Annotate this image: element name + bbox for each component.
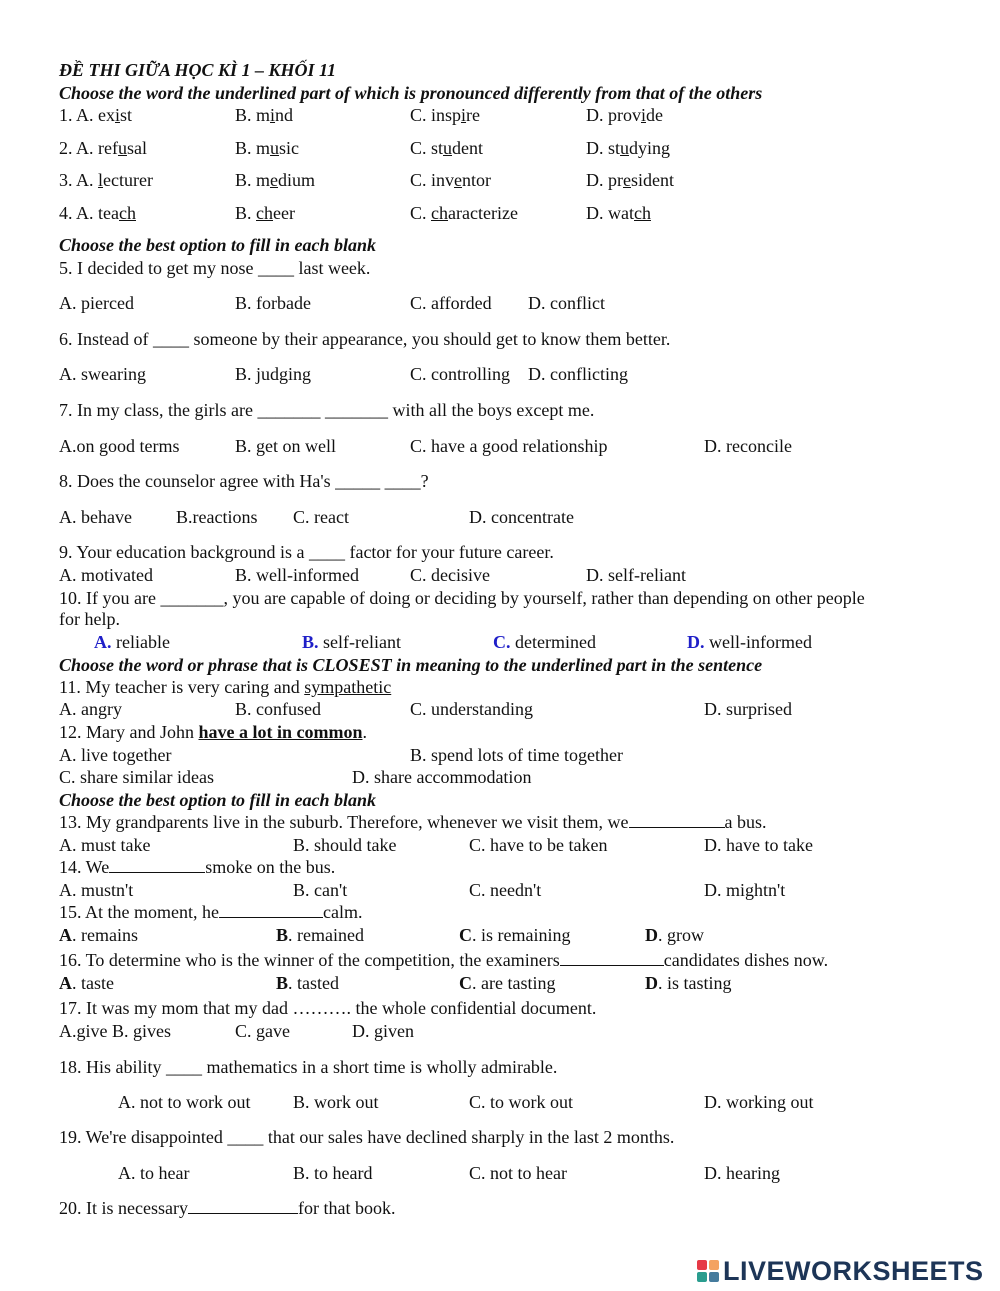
q10-letter-b: B. [302,632,319,652]
q13-option-c[interactable]: C. have to be taken [469,835,608,855]
q16-option-d[interactable]: D. is tasting [645,973,732,993]
q11-option-c[interactable]: C. understanding [410,699,533,719]
q5-option-a[interactable]: A. pierced [59,293,134,313]
q12-option-a[interactable]: A. live together [59,745,172,765]
q13-option-d[interactable]: D. have to take [704,835,813,855]
q10-option-b[interactable]: B. self-reliant [302,632,401,652]
q17-question: 17. It was my mom that my dad ………. the whole confidential document. [59,998,597,1018]
q19-option-b[interactable]: B. to heard [293,1163,373,1183]
q8-option-c[interactable]: C. react [293,507,349,527]
q8-option-a[interactable]: A. behave [59,507,132,527]
section-heading-pronunciation: Choose the word the underlined part of which is pronounced differently from that of the others [59,83,763,103]
q20-question: 20. It is necessary for that book. [59,1198,396,1218]
q12-underlined-phrase: have a lot in common [198,722,363,742]
q15-option-c[interactable]: C. is remaining [459,925,571,945]
q13-blank[interactable] [629,812,725,828]
q6-option-c[interactable]: C. controlling [410,364,510,384]
q10-question-cont: for help. [59,609,120,629]
q6-option-b[interactable]: B. judging [235,364,312,384]
q18-question: 18. His ability ____ mathematics in a short time is wholly admirable. [59,1057,558,1077]
liveworksheets-logo[interactable] [697,1256,984,1286]
q10-letter-c: C. [493,632,511,652]
q9-option-d[interactable]: D. self-reliant [586,565,686,585]
q12-option-c[interactable]: C. share similar ideas [59,767,214,787]
liveworksheets-logo-icon [697,1260,719,1282]
q6-question: 6. Instead of ____ someone by their appearance, you should get to know them better. [59,329,671,349]
q7-question: 7. In my class, the girls are _______ _______ with all the boys except me. [59,400,595,420]
q13-option-b[interactable]: B. should take [293,835,397,855]
q10-question: 10. If you are _______, you are capable of doing or deciding by yourself, rather than depending on other people [59,588,865,608]
q17-option-c[interactable]: C. gave [235,1021,290,1041]
q10-option-a[interactable]: A. reliable [94,632,170,652]
section-heading-fill-blank: Choose the best option to fill in each blank [59,235,377,255]
section-heading-closest-meaning: Choose the word or phrase that is CLOSEST in meaning to the underlined part in the sentence [59,655,763,675]
q1-option-b[interactable]: B. mind [235,105,294,125]
q14-option-b[interactable]: B. can't [293,880,348,900]
section-heading-fill-blank-2: Choose the best option to fill in each blank [59,790,377,810]
q2-option-a[interactable]: 2. A. refusal [59,138,147,158]
q3-option-c[interactable]: C. inventor [410,170,492,190]
q10-letter-a: A. [94,632,112,652]
q16-option-c[interactable]: C. are tasting [459,973,556,993]
q8-option-b[interactable]: B.reactions [176,507,258,527]
q16-option-b[interactable]: B. tasted [276,973,340,993]
q19-option-d[interactable]: D. hearing [704,1163,780,1183]
liveworksheets-logo-text: LIVEWORKSHEETS [723,1255,984,1286]
q3-option-d[interactable]: D. president [586,170,674,190]
q1-option-d[interactable]: D. provide [586,105,664,125]
q16-blank[interactable] [560,950,664,966]
q1-option-c[interactable]: C. inspire [410,105,481,125]
q4-option-a[interactable]: 4. A. teach [59,203,136,223]
q9-option-a[interactable]: A. motivated [59,565,153,585]
q3-option-a[interactable]: 3. A. lecturer [59,170,153,190]
q13-option-a[interactable]: A. must take [59,835,151,855]
q16-option-a[interactable]: A. taste [59,973,114,993]
q13-question: 13. My grandparents live in the suburb. Therefore, whenever we visit them, we a bus. [59,812,767,832]
q6-option-d[interactable]: D. conflicting [528,364,628,384]
q17-option-ab[interactable]: A.give B. gives [59,1021,171,1041]
q5-question: 5. I decided to get my nose ____ last week. [59,258,371,278]
q4-option-b[interactable]: B. cheer [235,203,295,223]
q10-option-c[interactable]: C. determined [493,632,596,652]
q7-option-b[interactable]: B. get on well [235,436,336,456]
q14-option-a[interactable]: A. mustn't [59,880,134,900]
q10-option-d[interactable]: D. well-informed [687,632,812,652]
q9-option-c[interactable]: C. decisive [410,565,490,585]
q15-question: 15. At the moment, he calm. [59,902,363,922]
q18-option-c[interactable]: C. to work out [469,1092,574,1112]
q20-blank[interactable] [188,1198,298,1214]
q8-option-d[interactable]: D. concentrate [469,507,574,527]
q5-option-d[interactable]: D. conflict [528,293,605,313]
q8-question: 8. Does the counselor agree with Ha's _____ ____? [59,471,429,491]
q18-option-b[interactable]: B. work out [293,1092,379,1112]
q12-question: 12. Mary and John have a lot in common. [59,722,367,742]
q18-option-d[interactable]: D. working out [704,1092,814,1112]
q7-option-a[interactable]: A.on good terms [59,436,180,456]
q15-option-b[interactable]: B. remained [276,925,364,945]
q5-option-c[interactable]: C. afforded [410,293,492,313]
q11-option-a[interactable]: A. angry [59,699,122,719]
q11-option-b[interactable]: B. confused [235,699,321,719]
q10-letter-d: D. [687,632,705,652]
q15-blank[interactable] [219,902,323,918]
q3-option-b[interactable]: B. medium [235,170,316,190]
page-title: ĐỀ THI GIỮA HỌC KÌ 1 – KHỐI 11 [59,60,337,80]
q7-option-d[interactable]: D. reconcile [704,436,792,456]
q19-option-c[interactable]: C. not to hear [469,1163,567,1183]
q11-question: 11. My teacher is very caring and sympathetic [59,677,392,697]
q14-option-c[interactable]: C. needn't [469,880,542,900]
q2-option-c[interactable]: C. student [410,138,484,158]
q17-option-d[interactable]: D. given [352,1021,414,1041]
q11-underlined-word: sympathetic [304,677,392,697]
q5-option-b[interactable]: B. forbade [235,293,311,313]
q16-question: 16. To determine who is the winner of the competition, the examiners candidates dishes now. [59,950,829,970]
q15-option-d[interactable]: D. grow [645,925,704,945]
q2-option-d[interactable]: D. studying [586,138,671,158]
q12-option-b[interactable]: B. spend lots of time together [410,745,623,765]
q14-option-d[interactable]: D. mightn't [704,880,786,900]
q9-option-b[interactable]: B. well-informed [235,565,359,585]
q4-option-d[interactable]: D. watch [586,203,651,223]
q11-option-d[interactable]: D. surprised [704,699,792,719]
q4-option-c[interactable]: C. characterize [410,203,518,223]
q14-blank[interactable] [109,857,205,873]
q15-option-a[interactable]: A. remains [59,925,138,945]
q2-option-b[interactable]: B. music [235,138,300,158]
q7-option-c[interactable]: C. have a good relationship [410,436,608,456]
q19-question: 19. We're disappointed ____ that our sales have declined sharply in the last 2 months. [59,1127,675,1147]
q1-option-a[interactable]: 1. A. exist [59,105,133,125]
q9-question: 9. Your education background is a ____ factor for your future career. [59,542,554,562]
q19-option-a[interactable]: A. to hear [118,1163,190,1183]
q6-option-a[interactable]: A. swearing [59,364,146,384]
q14-question: 14. We smoke on the bus. [59,857,336,877]
q18-option-a[interactable]: A. not to work out [118,1092,251,1112]
q12-option-d[interactable]: D. share accommodation [352,767,532,787]
